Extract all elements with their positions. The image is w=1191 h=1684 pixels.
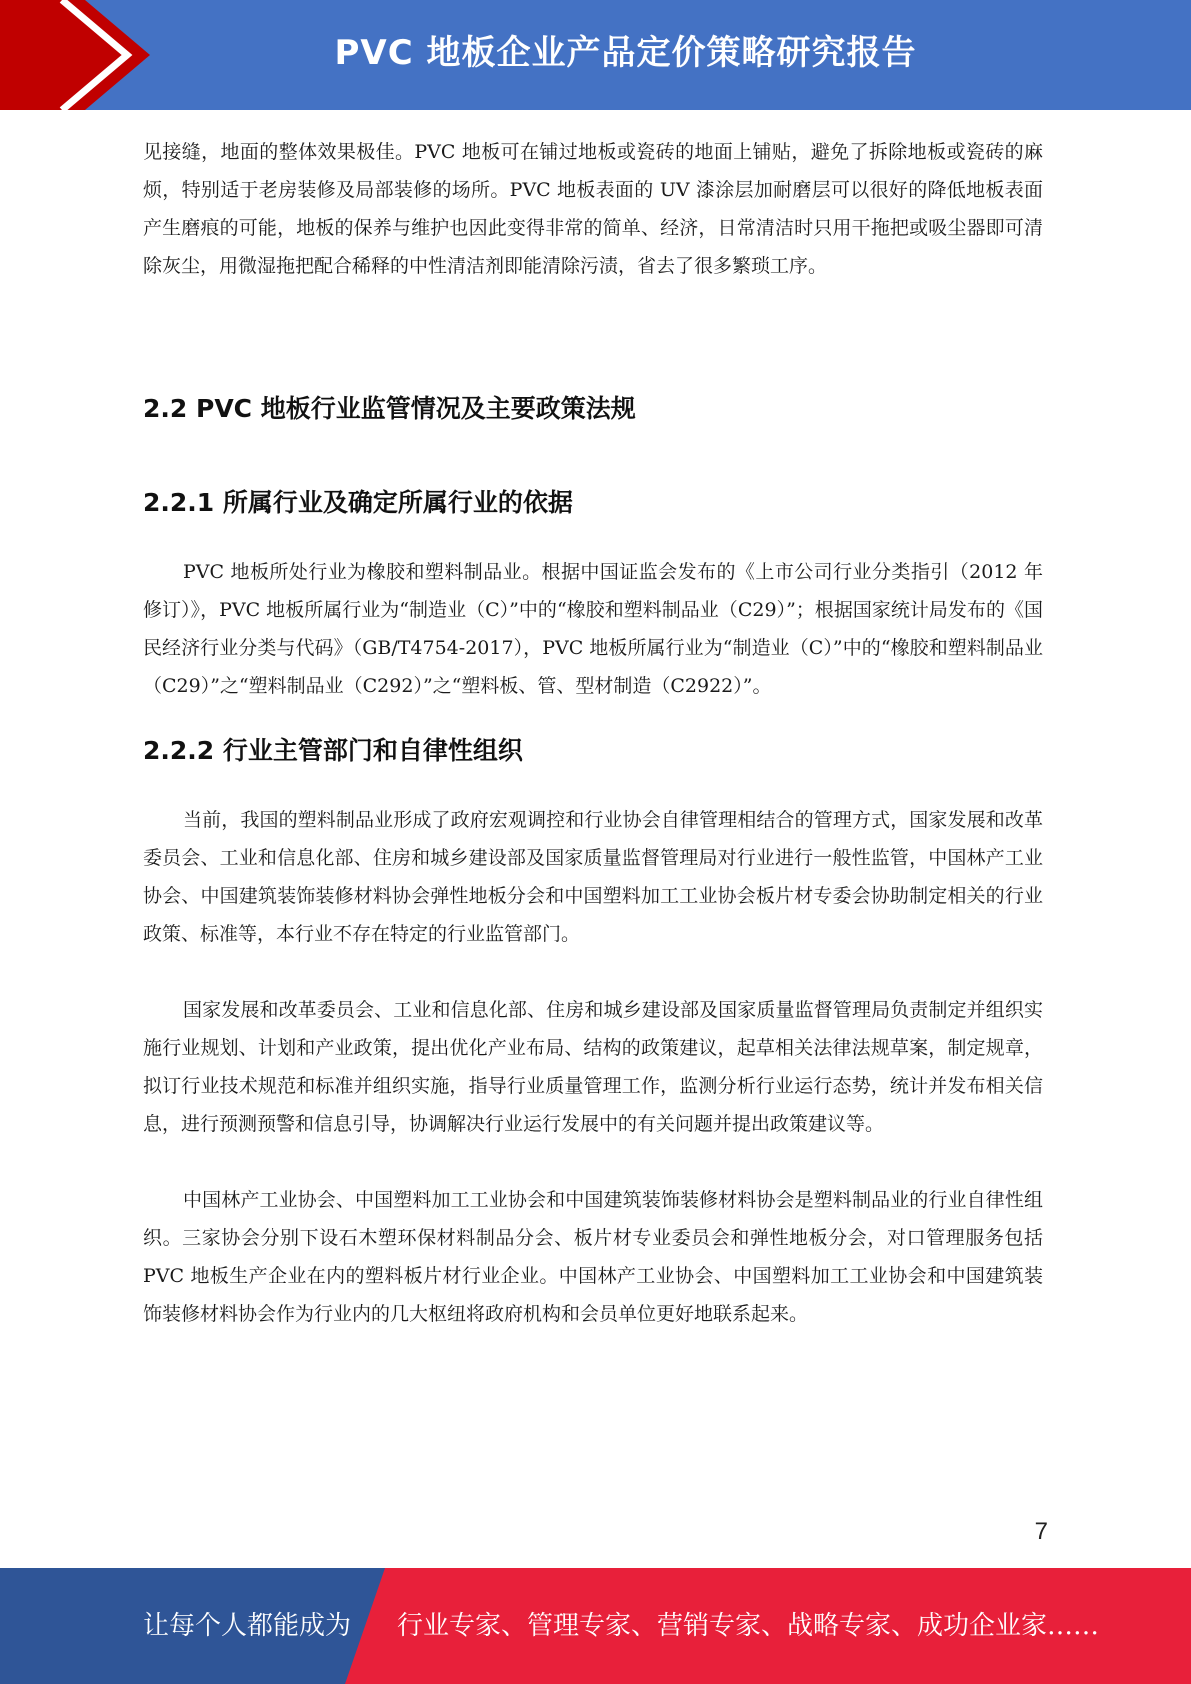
paragraph-2-2-2-b: 国家发展和改革委员会、工业和信息化部、住房和城乡建设部及国家质量监督管理局负责制定并组织实施行业规划、计划和产业政策，提出优化产业布局、结构的政策建议，起草相关法律法规草案，制定规章，拟订行业技术规范和标准并组织实施，指导行业质量管理工作，监测分析行业运行态势，统计并发布相关信息，进行预测预警和信息引导，协调解决行业运行发展中的有关问题并提出政策建议等。 (143, 999, 1043, 1135)
footer-slogan-right: 行业专家、管理专家、营销专家、战略专家、成功企业家…… (397, 1611, 1100, 1641)
paragraph-2-2-1: PVC 地板所处行业为橡胶和塑料制品业。根据中国证监会发布的《上市公司行业分类指引（2012 年修订）》，PVC 地板所属行业为“制造业（C）”中的“橡胶和塑料制品业（C29）”；根据国家统计局发布的《国民经济行业分类与代码》（GB/T4754-2017），PVC 地板所属行业为“制造业（C）”中的“橡胶和塑料制品业（C29）”之“塑料制品业（C292）”之“塑料板、管、型材制造（C2922）”。 (143, 561, 1043, 697)
intro-paragraph: 见接缝，地面的整体效果极佳。PVC 地板可在铺过地板或瓷砖的地面上铺贴，避免了拆除地板或瓷砖的麻烦，特别适于老房装修及局部装修的场所。PVC 地板表面的 UV 漆涂层加耐磨层可以很好的降低地板表面产生磨痕的可能，地板的保养与维护也因此变得非常的简单、经济，日常清洁时只用干拖把或吸尘器即可清除灰尘，用微湿拖把配合稀释的中性清洁剂即能清除污渍，省去了很多繁琐工序。 (143, 141, 1043, 277)
header-banner (0, 0, 1191, 110)
footer-slogan-left: 让每个人都能成为 (143, 1611, 352, 1641)
paragraph-2-2-2-a: 当前，我国的塑料制品业形成了政府宏观调控和行业协会自律管理相结合的管理方式，国家发展和改革委员会、工业和信息化部、住房和城乡建设部及国家质量监督管理局对行业进行一般性监管，中国林产工业协会、中国建筑装饰装修材料协会弹性地板分会和中国塑料加工工业协会板片材专委会协助制定相关的行业政策、标准等，本行业不存在特定的行业监管部门。 (143, 809, 1043, 945)
section-heading-2-2: 2.2 PVC 地板行业监管情况及主要政策法规 (143, 394, 636, 423)
report-title: PVC 地板企业产品定价策略研究报告 (334, 33, 917, 73)
section-heading-2-2-2: 2.2.2 行业主管部门和自律性组织 (143, 736, 523, 765)
footer-banner (0, 1568, 1191, 1684)
page-number: 7 (1034, 1518, 1048, 1545)
section-heading-2-2-1: 2.2.1 所属行业及确定所属行业的依据 (143, 488, 573, 517)
paragraph-2-2-2-c: 中国林产工业协会、中国塑料加工工业协会和中国建筑装饰装修材料协会是塑料制品业的行业自律性组织。三家协会分别下设石木塑环保材料制品分会、板片材专业委员会和弹性地板分会，对口管理服务包括 PVC 地板生产企业在内的塑料板片材行业企业。中国林产工业协会、中国塑料加工工业协会和中国建筑装饰装修材料协会作为行业内的几大枢纽将政府机构和会员单位更好地联系起来。 (143, 1189, 1043, 1325)
page-content (143, 133, 1043, 1333)
